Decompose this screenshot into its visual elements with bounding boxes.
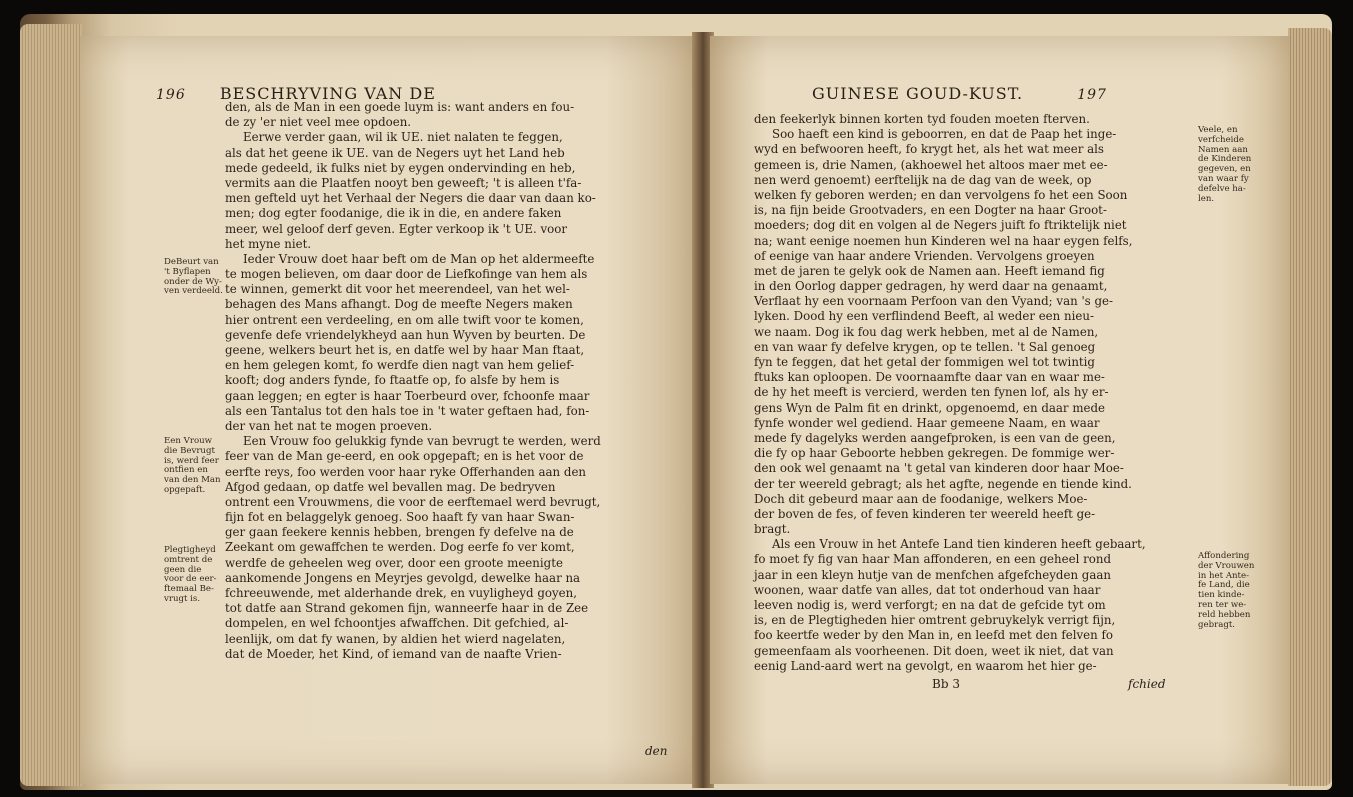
text-line: feer van de Man ge-eerd, en ook opgepaft; en is het voor de (225, 449, 584, 464)
marginal-line: geen die (164, 564, 202, 575)
text-line: en hem gelegen komt, fo werdfe dien nagt van hem gelief- (225, 358, 575, 373)
text-line: Als een Vrouw in het Antefe Land tien kinderen heeft gebaart, (772, 537, 1146, 552)
text-line: in den Oorlog dapper gedragen, hy werd daar na genaamt, (754, 279, 1108, 294)
text-line: fijn fot en belaggelyk genoeg. Soo haaft fy van haar Swan- (225, 510, 575, 525)
marginal-line: Een Vrouw (164, 436, 213, 446)
left-marginal-note-3 (164, 546, 217, 605)
text-line: met de jaren te gelyk ook de Namen aan. Heeft iemand fig (754, 263, 1105, 278)
marginal-line: onder de Wy- (164, 276, 222, 287)
right-marginal-note-1 (1198, 126, 1251, 204)
text-line: aankomende Jongens en Meyrjes gevolgd, dewelke haar na (225, 570, 581, 585)
right-catchword: fchied (1128, 677, 1166, 691)
text-line: mede gedeeld, ik fulks niet by eygen ondervinding en heb, (225, 160, 576, 175)
left-page (80, 36, 698, 784)
marginal-line: ven verdeeld. (164, 286, 223, 297)
left-body-text (225, 100, 601, 662)
text-line: dompelen, en wel fchoontjes afwaffchen. Dit gefchied, al- (225, 616, 569, 631)
text-line: de zy 'er niet veel mee opdoen. (225, 115, 412, 130)
text-line: de hy het meeft is vercierd, werden ten fynen lof, als hy er- (754, 385, 1109, 400)
marginal-line: tien kinde- (1198, 590, 1245, 601)
text-line: wyd en befwooren heeft, fo krygt het, als het wat meer als (754, 142, 1104, 157)
text-line: men gefteld uyt het Verhaal der Negers die daar van daan ko- (225, 191, 596, 206)
marginal-line: opgepaft. (164, 484, 206, 495)
text-line: foo keertfe weder by den Man in, en leefd met den felven fo (754, 628, 1113, 643)
marginal-line: len. (1198, 193, 1215, 204)
right-marginal-note-2 (1198, 552, 1254, 630)
text-line: Afgod gedaan, op datfe wel bevallen mag. De bedryven (225, 479, 556, 494)
marginal-line: de Kinderen (1198, 154, 1252, 165)
text-line: meer, wel geloof derf geven. Egter verkoop ik 't UE. voor (225, 221, 567, 236)
text-line: Verflaat hy een voornaam Perfoon van den Vyand; van 's ge- (754, 294, 1114, 309)
marginal-line: defelve ha- (1198, 183, 1246, 194)
text-line: het myne niet. (225, 236, 312, 251)
left-page-number: 196 (156, 87, 186, 103)
text-line: bragt. (754, 522, 791, 537)
text-line: fo moet fy fig van haar Man affonderen, en een geheel rond (754, 552, 1111, 567)
text-line: gevenfe defe vriendelykheyd aan hun Wyven by beurten. De (225, 327, 586, 342)
text-line: lyken. Dood hy een verflindend Beeft, al weder een nieu- (754, 309, 1094, 324)
text-line: leeven nodig is, werd verforgt; en na dat de gefcide tyt om (754, 598, 1106, 612)
text-line: als dat het geene ik UE. van de Negers uyt het Land heb (225, 145, 565, 160)
left-catchword: den (645, 744, 668, 758)
text-line: ontrent een Vrouwmens, die voor de eerftemael werd bevrugt, (225, 494, 601, 509)
text-line: der ter weereld gebragt; als het agfte, negende en tiende kind. (754, 476, 1132, 491)
marginal-line: ren ter we- (1198, 599, 1247, 610)
text-line: jaar in een kleyn hutje van de menfchen afgefcheyden gaan (754, 567, 1112, 582)
text-line: of eenige van haar andere Vrienden. Vervolgens groeyen (754, 248, 1095, 263)
marginal-line: van waar fy (1198, 173, 1249, 184)
marginal-line: der Vrouwen (1198, 560, 1255, 571)
text-line: te winnen, gemerkt dit voor het meerendeel, van het wel- (225, 282, 570, 297)
marginal-line: ftemaal Be- (164, 584, 214, 595)
marginal-line: 't Byflapen (164, 266, 211, 277)
marginal-line: ontfien en (164, 465, 208, 476)
text-line: behagen des Mans afhangt. Dog de meefte Negers maken (225, 297, 573, 312)
text-line: ftuks kan oploopen. De voornaamfte daar van en waar me- (754, 370, 1105, 385)
text-line: mede fy dagelyks werden aangefproken, is een van de geen, (754, 430, 1116, 445)
marginal-line: fe Land, die (1198, 580, 1250, 591)
text-line: men; dog egter foodanige, die ik in die, en andere faken (225, 206, 562, 221)
text-line: hier ontrent een verdeeling, en om alle twift voor te komen, (225, 312, 584, 327)
text-line: gens Wyn de Palm fit en drinkt, opgenoemd, en daar mede (754, 400, 1106, 415)
text-line: fchreeuwende, met alderhande drek, en vuyligheyd goyen, (225, 586, 577, 600)
marginal-line: die Bevrugt (164, 445, 215, 456)
page-edges-right (1288, 28, 1332, 786)
marginal-line: gebragt. (1198, 619, 1236, 630)
marginal-line: Affondering (1198, 551, 1250, 561)
marginal-line: Plegtigheyd (164, 545, 216, 555)
text-line: der van het nat te mogen proeven. (225, 418, 433, 433)
text-line: fynfe wonder wel gediend. Haar gemeene Naam, en waar (754, 415, 1100, 430)
text-line: den feekerlyk binnen korten tyd fouden moeten fterven. (754, 112, 1090, 126)
right-page (710, 36, 1290, 784)
marginal-line: vrugt is. (164, 593, 201, 604)
text-line: moeders; dog dit en volgen al de Negers juift fo ftriktelijk niet (754, 218, 1127, 233)
right-running-title: GUINESE GOUD-KUST. (812, 84, 1024, 103)
marginal-line: DeBeurt van (164, 257, 219, 267)
text-line: we naam. Dog ik fou dag werk hebben, met al de Namen, (754, 324, 1099, 339)
text-line: Een Vrouw foo gelukkig fynde van bevrugt te werden, werd (243, 434, 601, 449)
text-line: Eerwe verder gaan, wil ik UE. niet nalaten te feggen, (243, 130, 563, 145)
text-line: Zeekant om gewaffchen te werden. Dog eerfe fo ver komt, (225, 540, 575, 555)
text-line: woonen, waar datfe van alles, dat tot onderhoud van haar (754, 582, 1101, 597)
text-line: gemeenfaam als voorheenen. Dit doen, weet ik niet, dat van (754, 643, 1114, 658)
text-line: werdfe de geheelen weg over, door een groote meenigte (225, 555, 563, 570)
marginal-line: in het Ante- (1198, 570, 1250, 581)
marginal-line: van den Man (164, 475, 221, 486)
left-marginal-note-1 (164, 258, 223, 297)
text-line: fyn te feggen, dat het getal der fommigen wel tot twintig (754, 355, 1095, 369)
right-running-head (812, 84, 1107, 103)
text-line: Soo haeft een kind is geboorren, en dat de Paap het inge- (772, 127, 1117, 142)
marginal-line: voor de eer- (164, 574, 217, 585)
right-page-number: 197 (1077, 87, 1107, 103)
text-line: gaan leggen; en egter is haar Toerbeurd over, fchoonfe maar (225, 388, 590, 403)
text-line: den, als de Man in een goede luym is: want anders en fou- (225, 100, 575, 114)
text-line: dat de Moeder, het Kind, of iemand van de naafte Vrien- (225, 646, 562, 661)
text-line: Ieder Vrouw doet haar beft om de Man op het aldermeefte (243, 251, 595, 266)
text-line: den ook wel genaamt na 't getal van kinderen door haar Moe- (754, 461, 1124, 476)
text-line: te mogen believen, om daar door de Liefkofinge van hem als (225, 267, 588, 282)
page-edges-left (20, 24, 82, 786)
text-line: der boven de fes, of feven kinderen ter weereld heeft ge- (754, 506, 1096, 521)
marginal-line: Veele, en (1198, 125, 1238, 135)
text-line: is, na fijn beide Grootvaders, en een Dogter na haar Groot- (754, 203, 1107, 218)
marginal-line: Namen aan (1198, 144, 1248, 155)
text-line: vermits aan die Plaatfen nooyt ben geweeft; 't is alleen t'fa- (225, 175, 582, 190)
right-body-text (754, 112, 1146, 674)
text-line: welken fy geboren werden; en dan vervolgens fo het een Soon (754, 187, 1128, 202)
left-marginal-note-2 (164, 437, 221, 496)
text-line: na; want eenige noemen hun Kinderen wel na haar eygen felfs, (754, 233, 1133, 248)
text-line: als een Tantalus tot den hals toe in 't water geftaen had, fon- (225, 403, 590, 418)
text-line: die fy op haar Geboorte hebben gekregen. De fommige wer- (754, 446, 1115, 461)
text-line: Doch dit gebeurd maar aan de foodanige, welkers Moe- (754, 491, 1088, 506)
text-line: eenig Land-aard wert na gevolgt, en waarom het hier ge- (754, 658, 1097, 673)
marginal-line: gegeven, en (1198, 164, 1251, 175)
text-line: gemeen is, drie Namen, (akhoewel het altoos maer met ee- (754, 157, 1108, 172)
text-line: is, en de Plegtigheden hier omtrent gebruykelyk verrigt fijn, (754, 613, 1116, 628)
marginal-line: reld hebben (1198, 609, 1251, 620)
open-book (20, 14, 1332, 790)
text-line: eerfte reys, foo werden voor haar ryke Offerhanden aan den (225, 464, 587, 479)
text-line: tot datfe aan Strand gekomen fijn, wanneerfe haar in de Zee (225, 601, 589, 616)
marginal-line: verfcheide (1198, 134, 1244, 145)
text-line: ger gaan feekere kennis hebben, brengen fy defelve na de (225, 525, 574, 540)
marginal-line: is, werd feer (164, 455, 219, 466)
text-line: leenlijk, om dat fy wanen, by aldien het wierd nagelaten, (225, 631, 566, 646)
left-running-title: BESCHRYVING VAN DE (219, 84, 436, 103)
text-line: nen werd genoemt) eerftelijk na de dag van de week, op (754, 172, 1092, 187)
text-line: kooft; dog anders fynde, fo ftaatfe op, fo alsfe by hem is (225, 373, 560, 388)
text-line: geene, welkers beurt het is, en datfe wel by haar Man ftaat, (225, 343, 585, 357)
marginal-line: omtrent de (164, 554, 213, 565)
signature-mark: Bb 3 (932, 677, 960, 691)
text-line: en van waar fy defelve krygen, op te tellen. 't Sal genoeg (754, 339, 1096, 354)
